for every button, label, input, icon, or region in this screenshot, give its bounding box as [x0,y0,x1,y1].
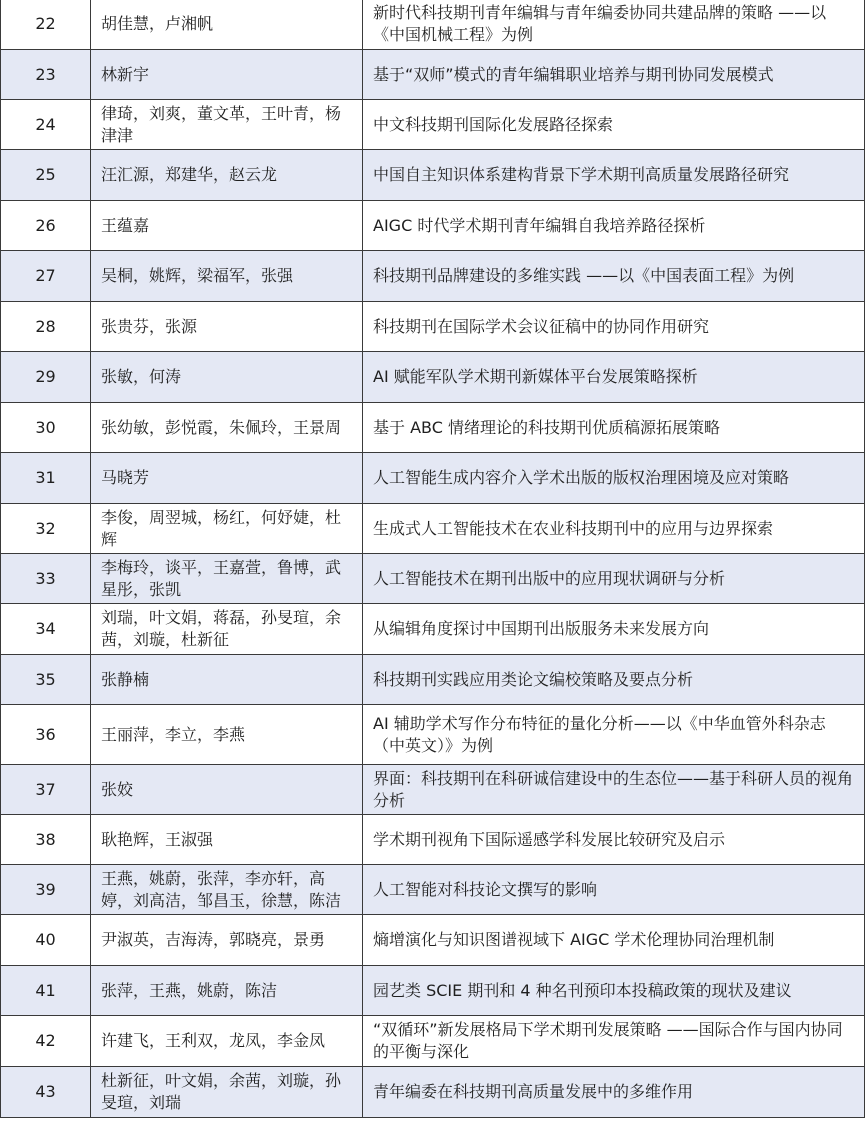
row-number: 22 [35,14,56,33]
row-number: 27 [35,266,56,285]
row-number-cell [1,100,91,150]
row-number: 42 [35,1031,56,1050]
table-row [1,815,865,865]
row-authors: 张姣 [101,779,134,799]
row-authors-cell [91,966,363,1016]
row-number-cell [1,403,91,453]
row-number: 25 [35,165,56,184]
row-number-cell [1,453,91,504]
row-title-cell [363,504,865,554]
table-row [1,865,865,915]
row-number-cell [1,1016,91,1067]
table-row [1,966,865,1016]
row-authors: 马晓芳 [101,468,150,487]
row-title: AI 赋能军队学术期刊新媒体平台发展策略探析 [373,367,698,386]
row-title-cell [363,302,865,352]
row-title-cell [363,150,865,201]
row-authors: 吴桐，姚辉，梁福军，张强 [101,266,294,285]
row-authors-cell [91,554,363,604]
table-row [1,1067,865,1118]
row-authors-cell [91,865,363,915]
row-title: 人工智能技术在期刊出版中的应用现状调研与分析 [373,568,726,588]
table-row [1,0,865,50]
row-title-cell [363,604,865,655]
table-row [1,655,865,705]
row-authors: 律琦，刘爽，董文革，王叶青，杨津津 [101,103,342,145]
row-number-cell [1,504,91,554]
row-number-cell [1,50,91,100]
row-number-cell [1,865,91,915]
row-title: 人工智能生成内容介入学术出版的版权治理困境及应对策略 [373,468,790,487]
row-title: 新时代科技期刊青年编辑与青年编委协同共建品牌的策略 ——以《中国机械工程》为例 [373,3,827,44]
row-title-cell [363,765,865,815]
row-title: “双循环”新发展格局下学术期刊发展策略 ——国际合作与国内协同的平衡与深化 [373,1020,843,1061]
row-number-cell [1,302,91,352]
row-number-cell [1,705,91,765]
row-title-cell [363,201,865,251]
row-number: 29 [35,367,56,386]
row-number: 33 [35,568,56,588]
row-authors-cell [91,1067,363,1118]
row-number: 34 [35,619,56,638]
table-row [1,705,865,765]
row-authors-cell [91,50,363,100]
row-authors: 王燕，姚蔚，张萍，李亦轩，高婷，刘高洁，邹昌玉，徐慧，陈洁 [101,868,342,910]
row-number-cell [1,251,91,302]
row-number: 43 [35,1082,56,1101]
row-authors-cell [91,251,363,302]
row-authors-cell [91,0,363,50]
table-row [1,403,865,453]
row-number-cell [1,554,91,604]
row-authors-cell [91,915,363,966]
row-number: 37 [35,779,56,799]
row-authors-cell [91,302,363,352]
row-number-cell [1,150,91,201]
row-authors: 林新宇 [101,64,150,84]
row-authors-cell [91,815,363,865]
row-authors-cell [91,150,363,201]
table-row [1,453,865,504]
row-authors: 杜新征，叶文娟，余茜，刘璇，孙旻瑄，刘瑞 [101,1071,342,1112]
row-number: 31 [35,468,56,487]
row-number: 30 [35,417,56,437]
table-row [1,352,865,403]
row-title: AI 辅助学术写作分布特征的量化分析——以《中华血管外科杂志（中英文）》为例 [373,713,826,755]
row-authors: 许建飞，王利双，龙凤，李金凤 [101,1031,326,1050]
row-title-cell [363,1016,865,1067]
row-title: 基于 ABC 情绪理论的科技期刊优质稿源拓展策略 [373,417,720,437]
table-row [1,201,865,251]
row-authors-cell [91,201,363,251]
row-number-cell [1,655,91,705]
row-title: 生成式人工智能技术在农业科技期刊中的应用与边界探索 [373,518,774,538]
row-authors: 王蕴嘉 [101,215,150,235]
row-authors: 汪汇源，郑建华，赵云龙 [101,165,278,184]
table-row [1,50,865,100]
row-authors-cell [91,453,363,504]
row-title-cell [363,705,865,765]
row-title-cell [363,251,865,302]
row-number: 41 [35,980,56,1000]
row-authors: 张幼敏，彭悦霞，朱佩玲，王景周 [101,417,342,437]
row-authors-cell [91,504,363,554]
row-number-cell [1,604,91,655]
row-authors: 胡佳慧，卢湘帆 [101,14,214,33]
row-title: 青年编委在科技期刊高质量发展中的多维作用 [373,1082,694,1101]
row-authors: 张敏，何涛 [101,367,182,386]
row-authors-cell [91,655,363,705]
row-title: AIGC 时代学术期刊青年编辑自我培养路径探析 [373,215,706,235]
row-authors: 王丽萍，李立，李燕 [101,724,246,744]
table-row [1,1016,865,1067]
row-title-cell [363,100,865,150]
row-authors: 刘瑞，叶文娟，蒋磊，孙旻瑄，余茜，刘璇，杜新征 [101,608,342,649]
row-title-cell [363,1067,865,1118]
row-title-cell [363,554,865,604]
row-authors-cell [91,765,363,815]
row-authors-cell [91,604,363,655]
row-number: 28 [35,316,56,336]
row-title-cell [363,403,865,453]
row-number: 26 [35,215,56,235]
row-number: 23 [35,64,56,84]
row-title-cell [363,0,865,50]
row-number-cell [1,0,91,50]
row-number-cell [1,966,91,1016]
table-row [1,765,865,815]
row-authors-cell [91,403,363,453]
row-title: 熵增演化与知识图谱视域下 AIGC 学术伦理协同治理机制 [373,930,775,949]
row-number: 40 [35,930,56,949]
row-title-cell [363,865,865,915]
row-authors-cell [91,705,363,765]
row-authors: 张贵芬，张源 [101,316,198,336]
row-title: 人工智能对科技论文撰写的影响 [373,879,598,899]
row-title: 界面：科技期刊在科研诚信建设中的生态位——基于科研人员的视角分析 [373,768,854,810]
row-authors: 尹淑英，吉海涛，郭晓亮，景勇 [101,930,326,949]
row-authors: 张静楠 [101,669,150,689]
row-authors-cell [91,100,363,150]
table-row [1,915,865,966]
row-title-cell [363,50,865,100]
row-title-cell [363,655,865,705]
table-row [1,251,865,302]
row-number-cell [1,765,91,815]
table-row [1,604,865,655]
row-title: 科技期刊实践应用类论文编校策略及要点分析 [373,669,694,689]
table-row [1,100,865,150]
row-title: 学术期刊视角下国际遥感学科发展比较研究及启示 [373,829,726,849]
row-title: 园艺类 SCIE 期刊和 4 种名刊预印本投稿政策的现状及建议 [373,980,792,1000]
row-title: 科技期刊品牌建设的多维实践 ——以《中国表面工程》为例 [373,266,795,285]
row-title: 中国自主知识体系建构背景下学术期刊高质量发展路径研究 [373,165,790,184]
row-number-cell [1,201,91,251]
row-number-cell [1,1067,91,1118]
row-authors-cell [91,1016,363,1067]
row-title: 中文科技期刊国际化发展路径探索 [373,114,614,134]
row-number-cell [1,915,91,966]
row-number: 38 [35,829,56,849]
row-authors: 李俊，周翌城，杨红，何妤婕，杜辉 [101,507,342,549]
row-title-cell [363,352,865,403]
row-title: 基于“双师”模式的青年编辑职业培养与期刊协同发展模式 [373,64,774,84]
row-authors-cell [91,352,363,403]
row-number: 36 [35,724,56,744]
row-title: 科技期刊在国际学术会议征稿中的协同作用研究 [373,316,710,336]
row-authors: 张萍，王燕，姚蔚，陈洁 [101,980,278,1000]
row-title-cell [363,453,865,504]
row-number-cell [1,815,91,865]
row-title-cell [363,815,865,865]
row-authors: 耿艳辉，王淑强 [101,829,214,849]
row-number-cell [1,352,91,403]
row-number: 39 [35,879,56,899]
table-body [1,0,865,1118]
table-row [1,554,865,604]
table-row [1,504,865,554]
row-number: 24 [35,114,56,134]
row-title: 从编辑角度探讨中国期刊出版服务未来发展方向 [373,619,710,638]
row-title-cell [363,915,865,966]
table-row [1,150,865,201]
row-number: 35 [35,669,56,689]
row-title-cell [363,966,865,1016]
table-row [1,302,865,352]
row-number: 32 [35,518,56,538]
row-authors: 李梅玲，谈平，王嘉萱，鲁博，武星彤，张凯 [101,557,342,599]
